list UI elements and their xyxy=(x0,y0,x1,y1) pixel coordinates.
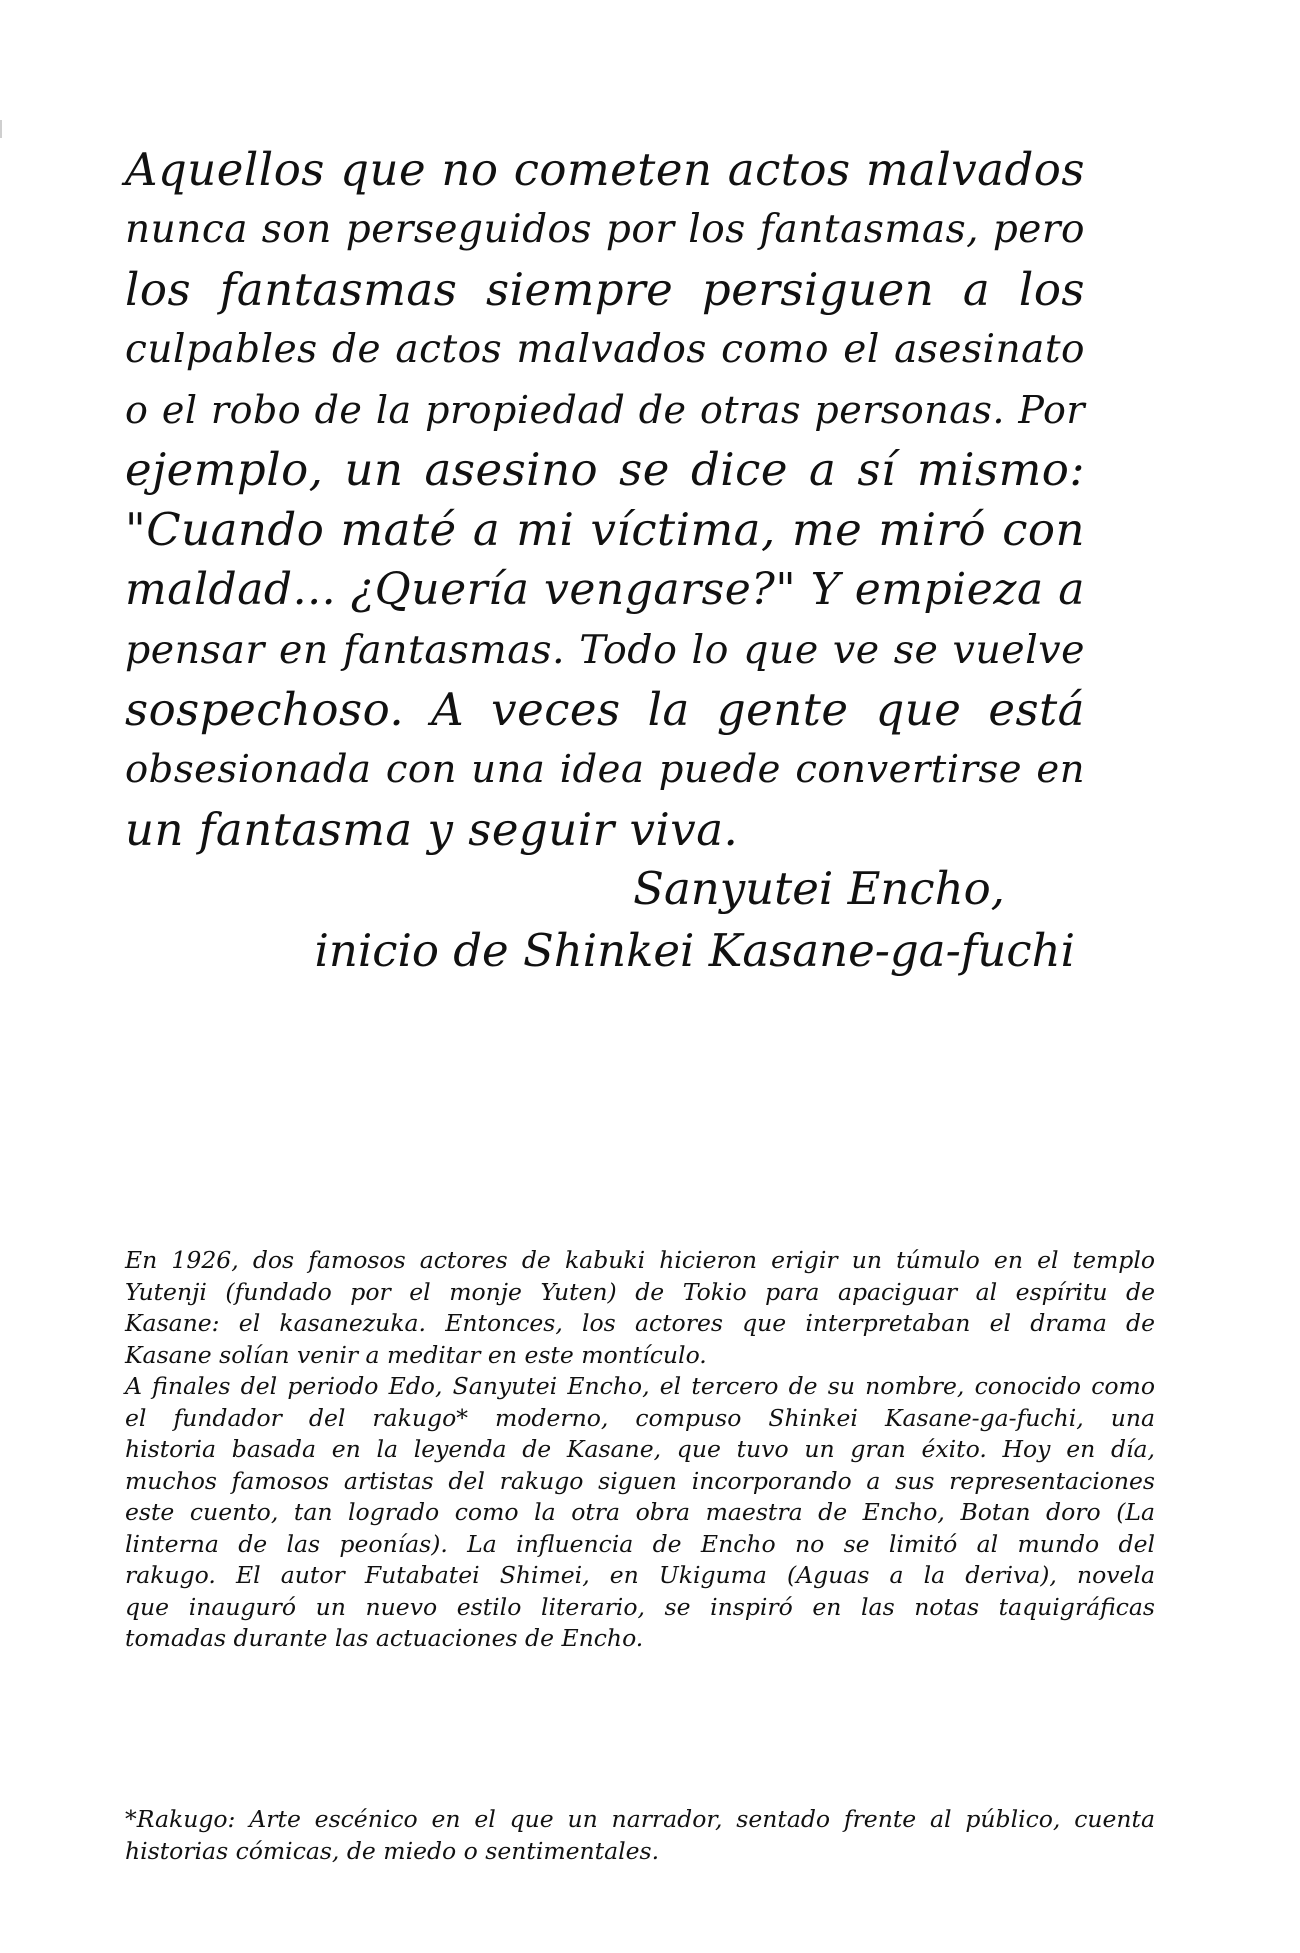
quote-line: los fantasmas siempre persiguen a los xyxy=(125,263,1085,316)
note-line: muchos famosos artistas del rakugo siguen incorporando a sus representaciones xyxy=(125,1466,1155,1495)
rakugo-footnote xyxy=(125,1803,1155,1867)
quote-line: ejemplo, un asesino se dice a sí mismo: xyxy=(125,443,1085,496)
note-line: Kasane: el kasanezuka. Entonces, los actores que interpretaban el drama de xyxy=(125,1309,1155,1337)
quote-line: maldad... ¿Quería vengarse?" Y empieza a xyxy=(125,564,1085,615)
note-line: A finales del periodo Edo, Sanyutei Encho, el tercero de su nombre, conocido como xyxy=(125,1372,1155,1400)
quote-line: un fantasma y seguir viva. xyxy=(125,803,739,856)
note-line: Yutenji (fundado por el monje Yuten) de Tokio para apaciguar al espíritu de xyxy=(125,1277,1155,1306)
note-line: el fundador del rakugo* moderno, compuso Shinkei Kasane-ga-fuchi, una xyxy=(125,1403,1155,1432)
quote-line: "Cuando maté a mi víctima, me miró con xyxy=(125,503,1085,556)
note-line: linterna de las peonías). La influencia de Encho no se limitó al mundo del xyxy=(125,1529,1155,1558)
note-line: Kasane solían venir a meditar en este montículo. xyxy=(125,1340,707,1369)
note-line: que inauguró un nuevo estilo literario, se inspiró en las notas taquigráficas xyxy=(125,1592,1155,1621)
quote-line: pensar en fantasmas. Todo lo que ve se vuelve xyxy=(125,627,1085,673)
quote-line: culpables de actos malvados como el asesinato xyxy=(125,327,1085,372)
note-line: historia basada en la leyenda de Kasane, que tuvo un gran éxito. Hoy en día, xyxy=(125,1435,1155,1463)
quote-line: obsesionada con una idea puede convertirse en xyxy=(125,747,1085,792)
quote-line: sospechoso. A veces la gente que está xyxy=(125,683,1085,736)
footnote-line: *Rakugo: Arte escénico en el que un narrador, sentado frente al público, cuenta xyxy=(125,1805,1155,1833)
quote-line: nunca son perseguidos por los fantasmas, pero xyxy=(125,207,1085,252)
note-line: este cuento, tan logrado como la otra obra maestra de Encho, Botan doro (La xyxy=(125,1498,1155,1526)
attribution-source: inicio de Shinkei Kasane-ga-fuchi xyxy=(314,924,1075,977)
quote-attribution xyxy=(314,858,1075,982)
note-line: En 1926, dos famosos actores de kabuki hicieron erigir un túmulo en el templo xyxy=(125,1246,1155,1274)
quote-line: Aquellos que no cometen actos malvados xyxy=(125,143,1085,196)
note-line: tomadas durante las actuaciones de Encho. xyxy=(125,1624,644,1652)
scan-edge-mark xyxy=(0,120,2,138)
note-line: rakugo. El autor Futabatei Shimei, en Ukiguma (Aguas a la deriva), novela xyxy=(125,1561,1155,1589)
attribution-author: Sanyutei Encho, xyxy=(633,862,1005,915)
footnote-line: historias cómicas, de miedo o sentimentales. xyxy=(125,1837,660,1865)
historical-note xyxy=(125,1245,1155,1655)
quote-line: o el robo de la propiedad de otras personas. Por xyxy=(125,388,1085,432)
epigraph-quote xyxy=(125,140,1085,860)
